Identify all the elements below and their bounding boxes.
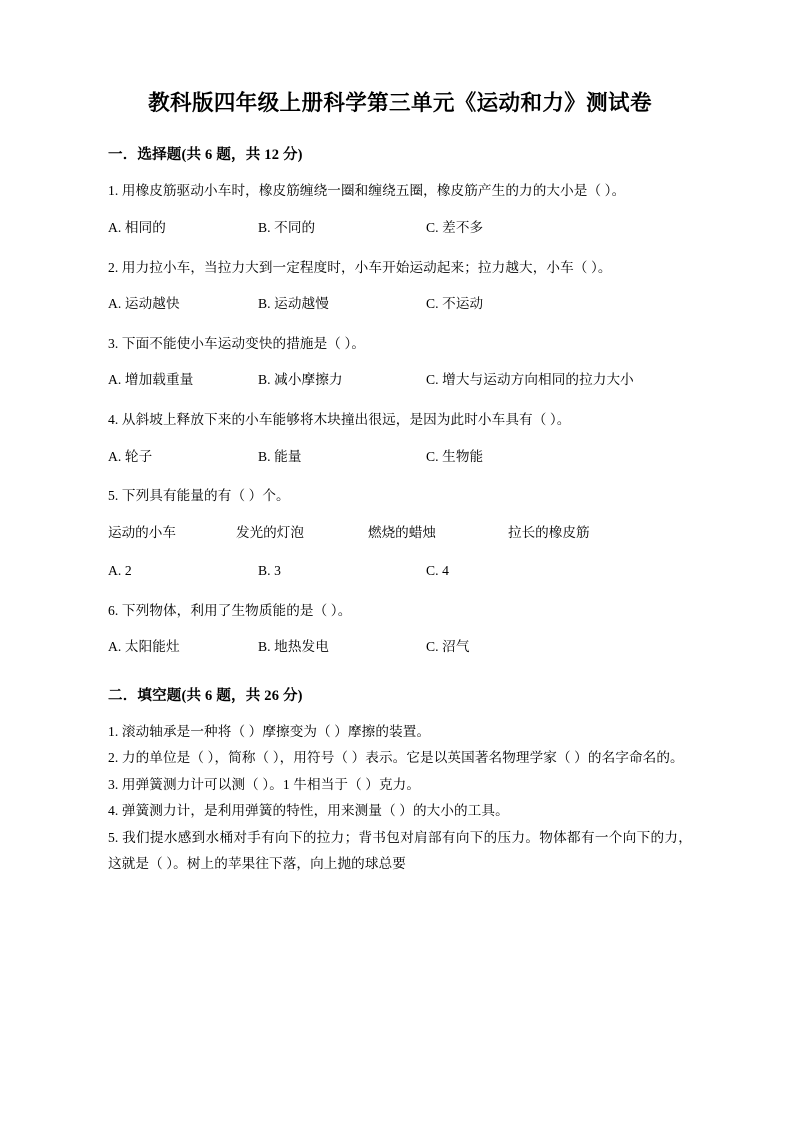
option-1-b: B. 不同的	[258, 219, 316, 235]
question-5-item-3: 燃烧的蜡烛	[368, 524, 436, 540]
page-title: 教科版四年级上册科学第三单元《运动和力》测试卷	[148, 91, 652, 115]
question-6: 6. 下列物体，利用了生物质能的是（ ）。	[108, 602, 352, 618]
question-1: 1. 用橡皮筋驱动小车时，橡皮筋缠绕一圈和缠绕五圈，橡皮筋产生的力的大小是（ ）。	[108, 183, 626, 199]
fill-in-blank-list	[108, 719, 692, 878]
question-2: 2. 用力拉小车，当拉力大到一定程度时，小车开始运动起来；拉力越大，小车（ ）。	[108, 259, 612, 275]
question-3-options	[108, 367, 692, 393]
question-4-options	[108, 444, 692, 470]
question-5-item-2: 发光的灯泡	[236, 524, 304, 540]
section-heading-choice: 一．选择题(共 6 题，共 12 分)	[108, 147, 303, 164]
question-6-options	[108, 634, 692, 660]
option-3-c: C. 增大与运动方向相同的拉力大小	[426, 372, 634, 388]
option-3-a: A. 增加载重量	[108, 372, 194, 388]
option-3-b: B. 减小摩擦力	[258, 372, 343, 388]
option-4-b: B. 能量	[258, 448, 302, 464]
question-5-item-4: 拉长的橡皮筋	[508, 524, 590, 540]
question-5-items	[108, 520, 692, 546]
fill-line-1: 1. 滚动轴承是一种将（ ）摩擦变为（ ）摩擦的装置。	[108, 723, 431, 739]
option-2-a: A. 运动越快	[108, 296, 180, 311]
option-5-b: B. 3	[258, 562, 282, 578]
question-5: 5. 下列具有能量的有（ ）个。	[108, 488, 290, 504]
option-4-a: A. 轮子	[108, 448, 153, 464]
option-1-c: C. 差不多	[426, 219, 484, 235]
fill-line-3: 3. 用弹簧测力计可以测（ ）。1 牛相当于（ ）克力。	[108, 776, 421, 792]
option-6-c: C. 沼气	[426, 639, 470, 655]
option-1-a: A. 相同的	[108, 219, 166, 235]
question-1-options	[108, 215, 692, 241]
option-5-a: A. 2	[108, 562, 132, 578]
option-6-b: B. 地热发电	[258, 639, 329, 655]
option-6-a: A. 太阳能灶	[108, 639, 180, 655]
option-2-b: B. 运动越慢	[258, 296, 329, 311]
option-2-c: C. 不运动	[426, 296, 484, 311]
fill-line-2: 2. 力的单位是（ ），简称（ ），用符号（ ）表示。它是以英国著名物理学家（ ）的名字命名的。	[108, 750, 684, 766]
question-5-item-1: 运动的小车	[108, 524, 176, 540]
question-3: 3. 下面不能使小车运动变快的措施是（ ）。	[108, 335, 366, 351]
option-4-c: C. 生物能	[426, 448, 484, 464]
fill-line-5: 5. 我们提水感到水桶对手有向下的拉力；背书包对肩部有向下的压力。物体都有一个向下的力，这就是（ ）。树上的苹果往下落，向上抛的球总要	[108, 829, 692, 872]
question-5-options	[108, 558, 692, 584]
question-2-options	[108, 291, 692, 317]
section-heading-fill: 二．填空题(共 6 题，共 26 分)	[108, 687, 303, 704]
question-4: 4. 从斜坡上释放下来的小车能够将木块撞出很远，是因为此时小车具有（ ）。	[108, 412, 571, 428]
fill-line-4: 4. 弹簧测力计，是利用弹簧的特性，用来测量（ ）的大小的工具。	[108, 803, 509, 819]
option-5-c: C. 4	[426, 562, 450, 578]
